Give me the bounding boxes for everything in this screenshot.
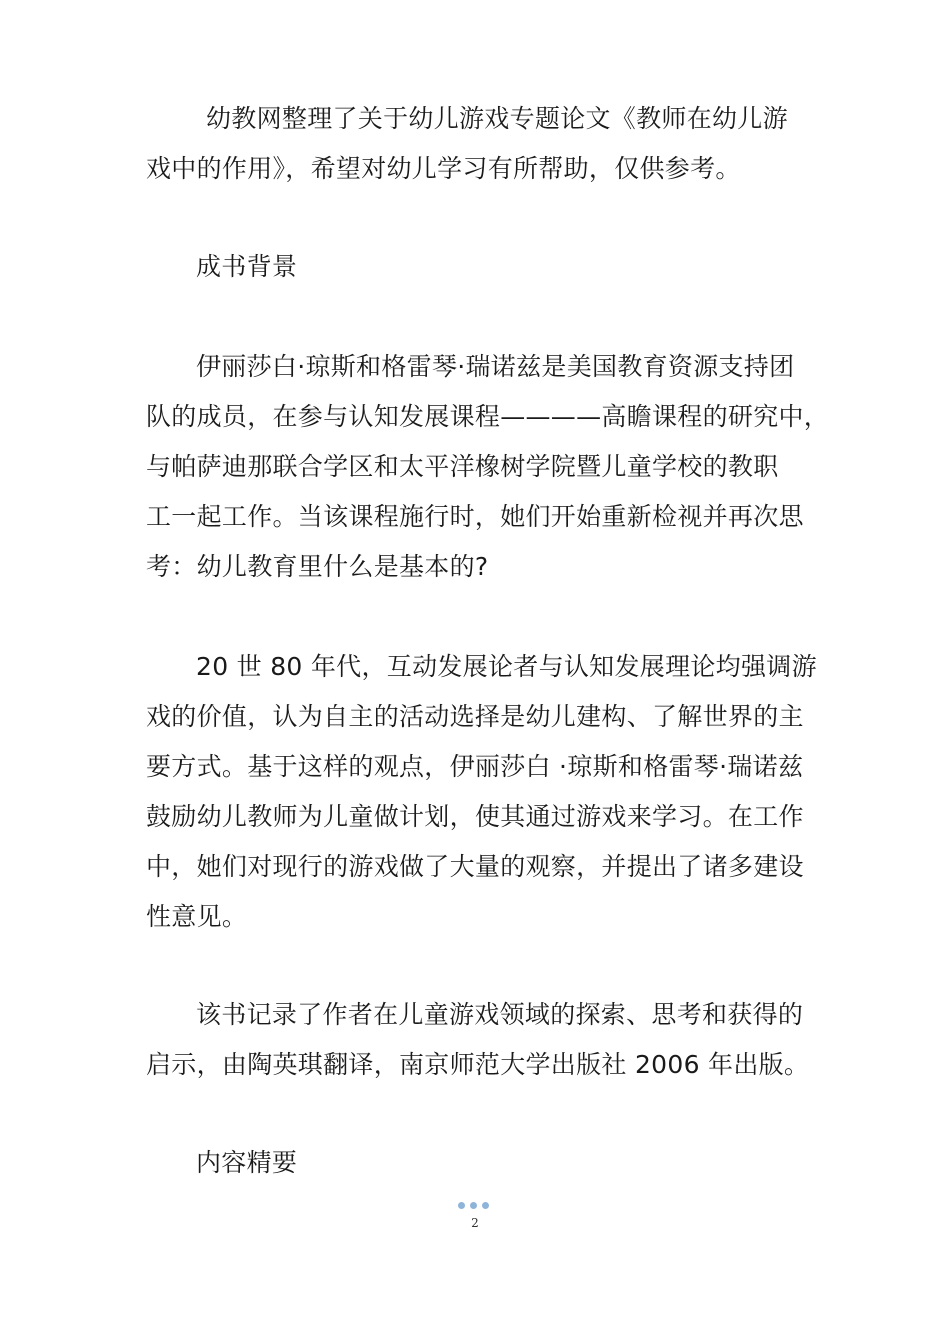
page-ornament-icon bbox=[456, 1202, 496, 1210]
section-heading-background: 成书背景 bbox=[196, 252, 298, 281]
paragraph-2-line-3: 要方式。基于这样的观点，伊丽莎白 ·琼斯和格雷琴·瑞诺兹 bbox=[146, 752, 804, 781]
paragraph-1-line-3: 与帕萨迪那联合学区和太平洋橡树学院暨儿童学校的教职 bbox=[146, 452, 779, 481]
paragraph-2-line-2: 戏的价值，认为自主的活动选择是幼儿建构、了解世界的主 bbox=[146, 702, 804, 731]
intro-line-2: 戏中的作用》，希望对幼儿学习有所帮助，仅供参考。 bbox=[146, 154, 741, 183]
paragraph-2-line-5: 中，她们对现行的游戏做了大量的观察，并提出了诸多建设 bbox=[146, 852, 804, 881]
paragraph-1-line-5: 考：幼儿教育里什么是基本的? bbox=[146, 552, 489, 581]
paragraph-2-line-1: 20 世 80 年代，互动发展论者与认知发展理论均强调游 bbox=[196, 652, 817, 681]
paragraph-1-line-4: 工一起工作。当该课程施行时，她们开始重新检视并再次思 bbox=[146, 502, 804, 531]
section-heading-summary: 内容精要 bbox=[196, 1148, 298, 1177]
ornament-dot-icon bbox=[482, 1202, 489, 1209]
paragraph-3-line-1: 该书记录了作者在儿童游戏领域的探索、思考和获得的 bbox=[196, 1000, 804, 1029]
paragraph-2-line-6: 性意见。 bbox=[146, 902, 248, 931]
ornament-dot-icon bbox=[470, 1202, 477, 1209]
paragraph-1-line-1: 伊丽莎白·琼斯和格雷琴·瑞诺兹是美国教育资源支持团 bbox=[196, 352, 795, 381]
page-number: 2 bbox=[471, 1216, 479, 1230]
ornament-dot-icon bbox=[458, 1202, 465, 1209]
paragraph-3-line-2: 启示，由陶英琪翻译，南京师范大学出版社 2006 年出版。 bbox=[146, 1050, 810, 1079]
intro-line-1: 幼教网整理了关于幼儿游戏专题论文《教师在幼儿游 bbox=[206, 104, 788, 133]
paragraph-2-line-4: 鼓励幼儿教师为儿童做计划，使其通过游戏来学习。在工作 bbox=[146, 802, 804, 831]
paragraph-1-line-2: 队的成员，在参与认知发展课程————高瞻课程的研究中， bbox=[146, 402, 830, 431]
